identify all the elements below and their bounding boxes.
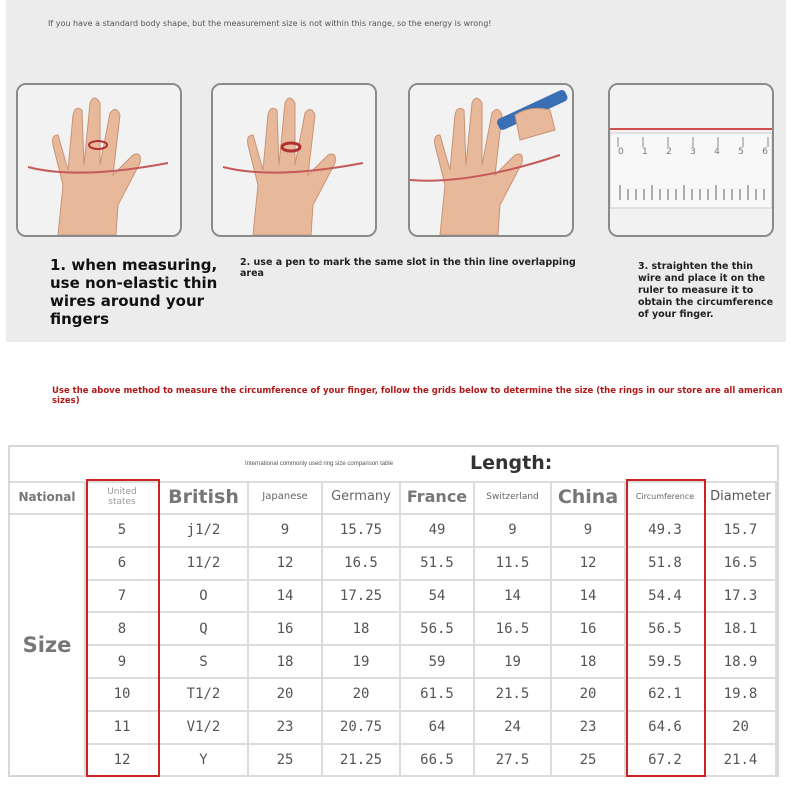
table-cell: 17.3	[706, 581, 777, 614]
instruction-text: Use the above method to measure the circumference of your finger, follow the grids below to determine the size (the rings in our store are all american sizes)	[52, 386, 783, 406]
column-header: National	[10, 481, 86, 515]
table-cell: 66.5	[401, 745, 475, 778]
table-cell: 12	[86, 745, 160, 778]
size-row-label: Size	[10, 515, 86, 775]
table-cell: 18	[249, 646, 323, 679]
table-cell: 11.5	[475, 548, 552, 581]
table-cell: 18	[552, 646, 626, 679]
table-cell: 20	[552, 679, 626, 712]
ruler-label: 2	[666, 147, 672, 157]
table-title-big: Length:	[470, 452, 553, 474]
table-cell: 21.5	[475, 679, 552, 712]
table-cell: 11/2	[160, 548, 249, 581]
table-cell: 10	[86, 679, 160, 712]
table-cell: 18	[323, 613, 401, 646]
table-cell: 17.25	[323, 581, 401, 614]
table-cell: 14	[552, 581, 626, 614]
table-cell: 62.1	[626, 679, 706, 712]
table-cell: 23	[552, 712, 626, 745]
table-cell: 23	[249, 712, 323, 745]
table-cell: 25	[249, 745, 323, 778]
table-cell: 8	[86, 613, 160, 646]
table-cell: 24	[475, 712, 552, 745]
table-cell: 54.4	[626, 581, 706, 614]
step-3-text: 3. straighten the thin wire and place it on the ruler to measure it to obtain the circumference of your finger.	[638, 261, 774, 320]
table-cell: 12	[552, 548, 626, 581]
table-cell: 9	[86, 646, 160, 679]
table-cell: 64.6	[626, 712, 706, 745]
table-cell: 56.5	[626, 613, 706, 646]
ruler-label: 4	[714, 147, 720, 157]
table-cell: 51.5	[401, 548, 475, 581]
table-cell: 16.5	[706, 548, 777, 581]
ruler-label: 3	[690, 147, 696, 157]
ruler-label: 5	[738, 147, 744, 157]
table-cell: 49	[401, 515, 475, 548]
table-cell: 20	[706, 712, 777, 745]
ruler-label: 1	[642, 147, 648, 157]
step-1-text: 1. when measuring, use non-elastic thin wires around your fingers	[50, 256, 218, 328]
table-cell: 18.9	[706, 646, 777, 679]
hand-photo-2	[211, 83, 377, 237]
table-cell: 49.3	[626, 515, 706, 548]
column-header: British	[160, 481, 249, 515]
ring-size-table	[8, 445, 779, 777]
ruler-label: 0	[618, 147, 624, 157]
table-cell: 54	[401, 581, 475, 614]
column-header: Germany	[323, 481, 401, 515]
table-cell: 64	[401, 712, 475, 745]
table-cell: 9	[475, 515, 552, 548]
step-2-text: 2. use a pen to mark the same slot in the thin line overlapping area	[240, 257, 576, 279]
column-header: Circumference	[626, 481, 706, 515]
column-header: France	[401, 481, 475, 515]
ruler-photo	[608, 83, 774, 237]
table-cell: 15.7	[706, 515, 777, 548]
table-cell: 20	[323, 679, 401, 712]
table-cell: Y	[160, 745, 249, 778]
table-cell: 14	[475, 581, 552, 614]
column-header: Japanese	[249, 481, 323, 515]
table-cell: 12	[249, 548, 323, 581]
table-cell: 18.1	[706, 613, 777, 646]
ruler-label: 6	[762, 147, 768, 157]
table-cell: 9	[552, 515, 626, 548]
table-title-small: International commonly used ring size comparison table	[245, 461, 394, 467]
table-cell: 51.8	[626, 548, 706, 581]
table-cell: 19	[475, 646, 552, 679]
column-header: United states	[86, 481, 160, 515]
table-cell: T1/2	[160, 679, 249, 712]
table-cell: 5	[86, 515, 160, 548]
table-cell: O	[160, 581, 249, 614]
table-cell: 21.25	[323, 745, 401, 778]
table-cell: 16	[249, 613, 323, 646]
hand-photo-3	[408, 83, 574, 237]
table-cell: 59	[401, 646, 475, 679]
column-header: Switzerland	[475, 481, 552, 515]
table-cell: 20.75	[323, 712, 401, 745]
table-cell: j1/2	[160, 515, 249, 548]
table-cell: 14	[249, 581, 323, 614]
column-header: Diameter	[706, 481, 777, 515]
table-cell: S	[160, 646, 249, 679]
instructions-panel	[6, 0, 786, 342]
column-header: China	[552, 481, 626, 515]
table-cell: 20	[249, 679, 323, 712]
table-cell: 6	[86, 548, 160, 581]
hand-photo-1	[16, 83, 182, 237]
table-cell: Q	[160, 613, 249, 646]
table-cell: 56.5	[401, 613, 475, 646]
table-cell: 7	[86, 581, 160, 614]
table-cell: 21.4	[706, 745, 777, 778]
table-cell: 11	[86, 712, 160, 745]
table-cell: V1/2	[160, 712, 249, 745]
table-cell: 27.5	[475, 745, 552, 778]
table-cell: 59.5	[626, 646, 706, 679]
table-cell: 16.5	[475, 613, 552, 646]
table-cell: 16.5	[323, 548, 401, 581]
table-cell: 9	[249, 515, 323, 548]
table-cell: 16	[552, 613, 626, 646]
table-title-row	[10, 447, 777, 483]
table-cell: 19.8	[706, 679, 777, 712]
warning-text: If you have a standard body shape, but the measurement size is not within this range, so the energy is wrong!	[48, 19, 492, 28]
table-cell: 19	[323, 646, 401, 679]
table-cell: 67.2	[626, 745, 706, 778]
table-cell: 15.75	[323, 515, 401, 548]
table-cell: 25	[552, 745, 626, 778]
table-cell: 61.5	[401, 679, 475, 712]
